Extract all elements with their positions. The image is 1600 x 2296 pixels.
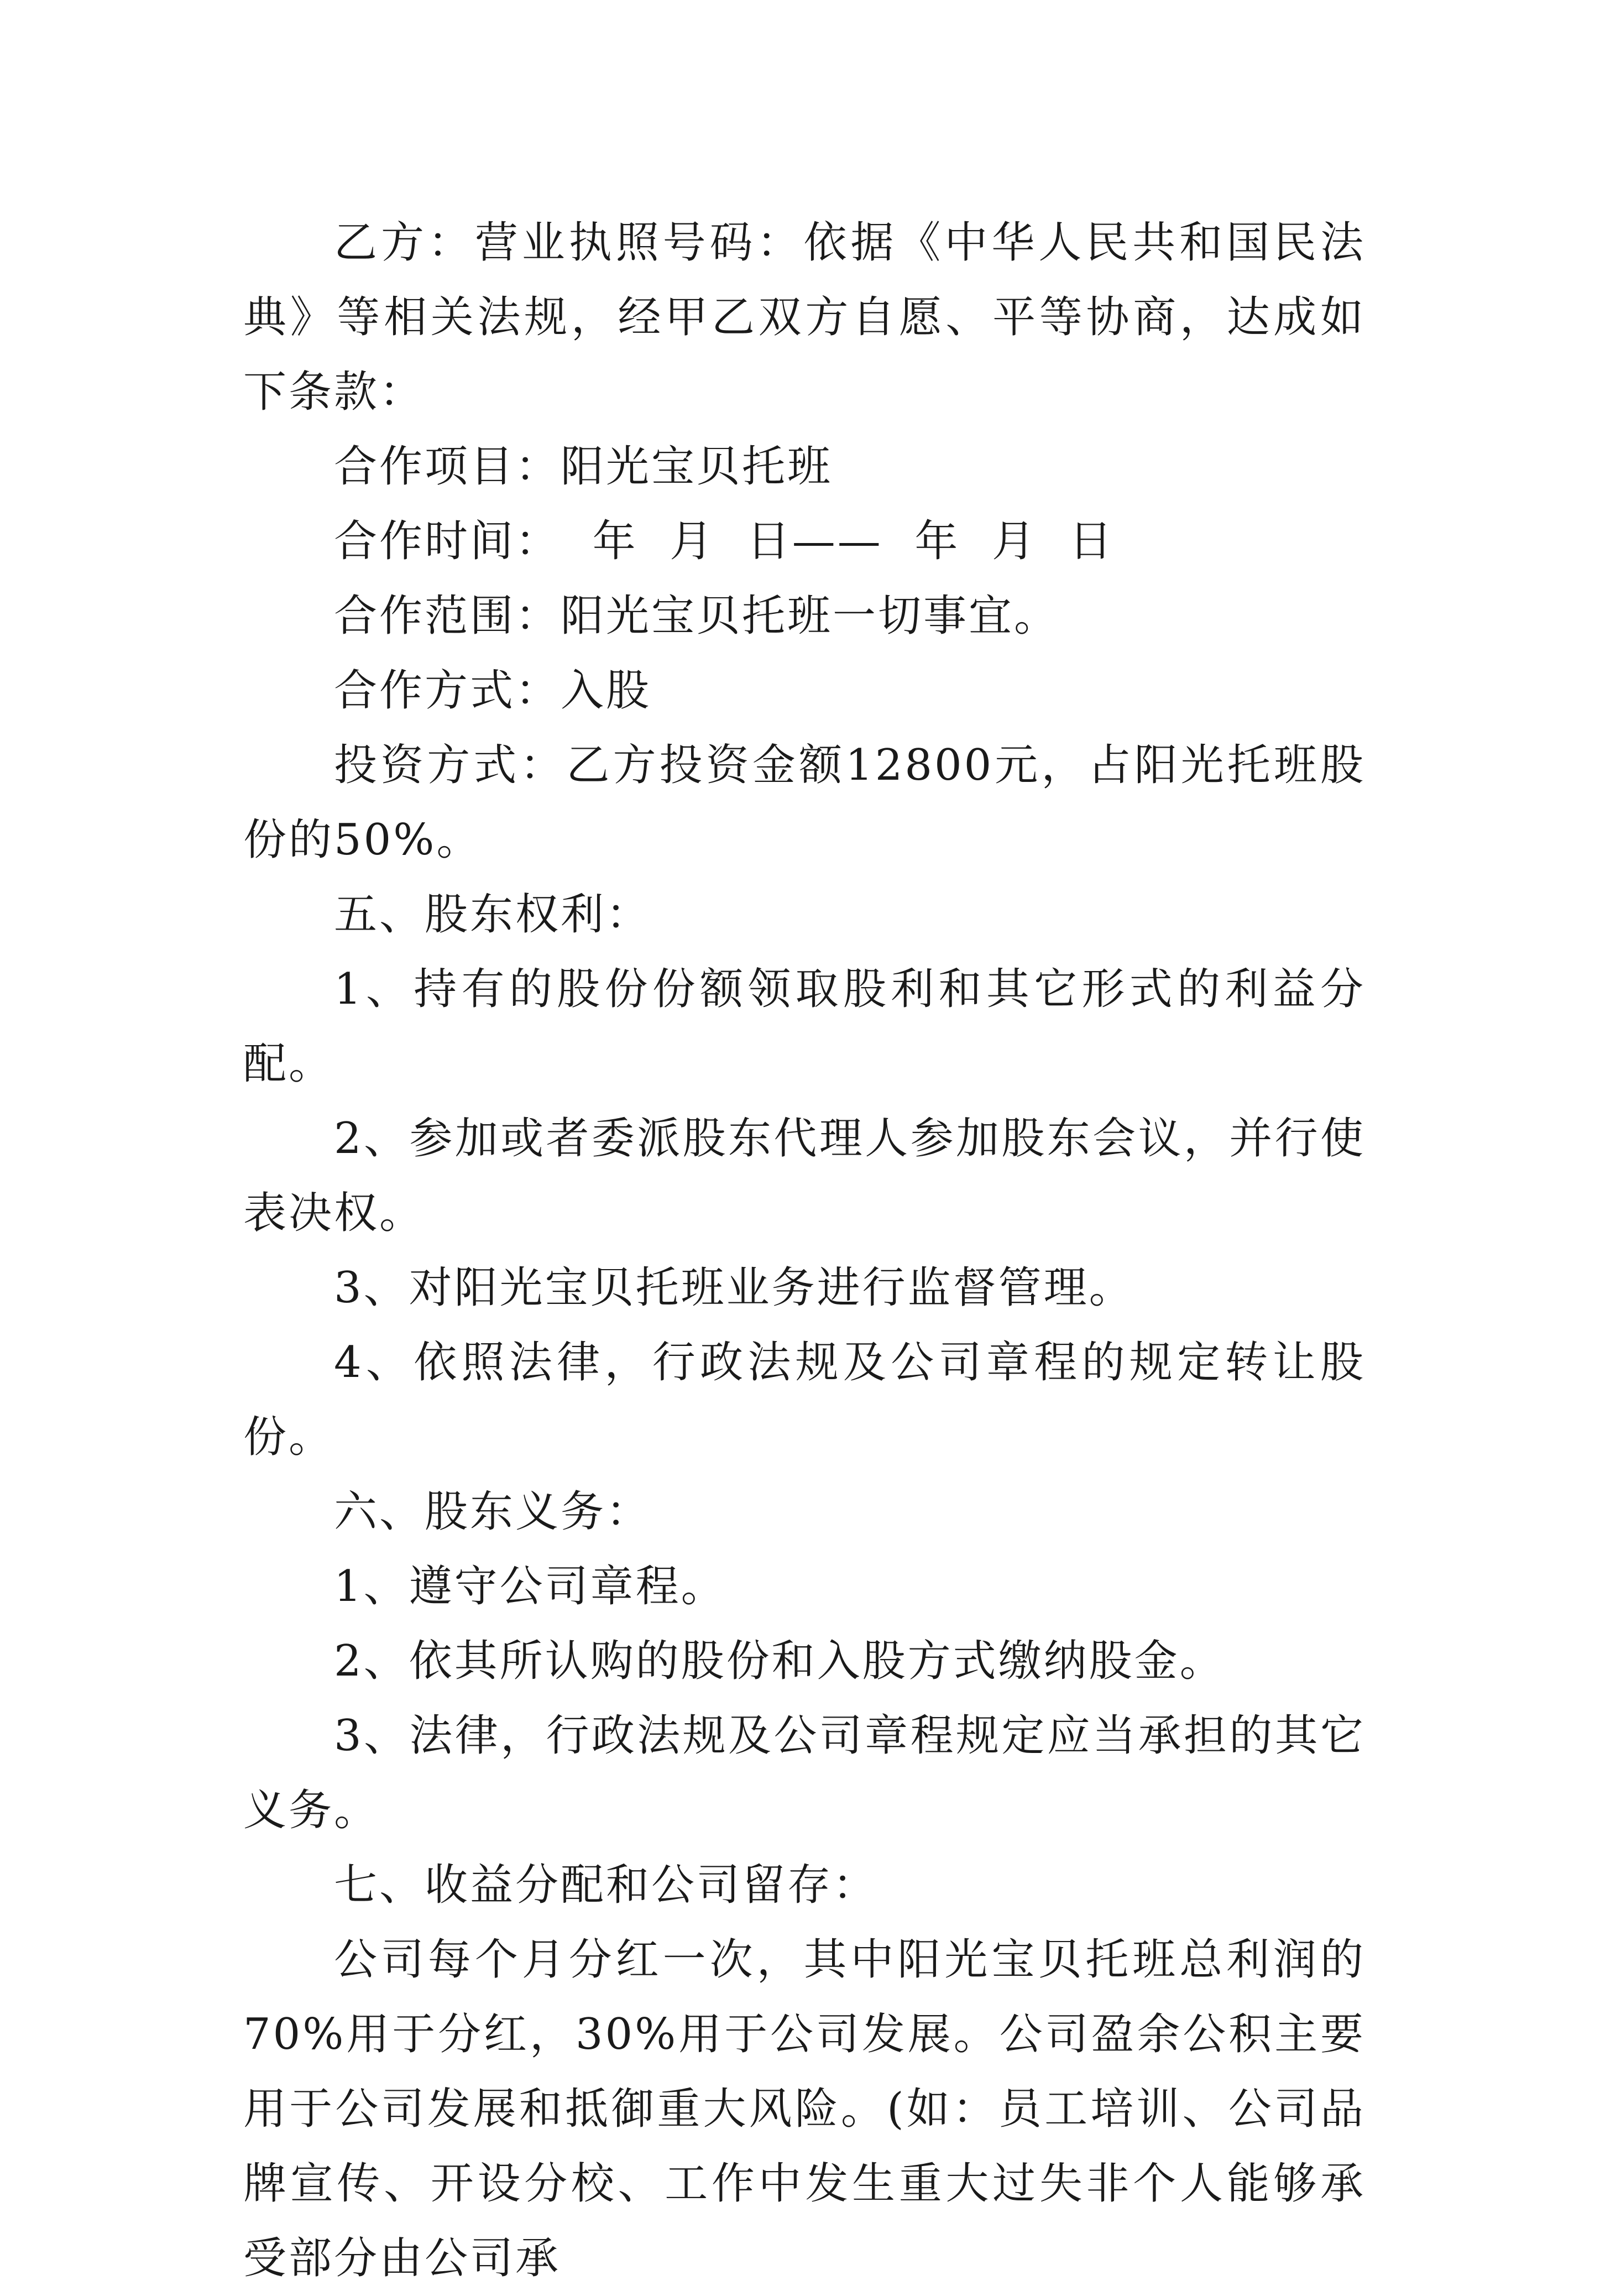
- list-item-obligation-1: 1、遵守公司章程。: [334, 1562, 726, 1611]
- paragraph-cooperation-project: 合作项目：阳光宝贝托班: [334, 442, 833, 492]
- paragraph-cooperation-time: 合作时间： 年 月 日—— 年 月 日: [334, 516, 1115, 566]
- section-heading-shareholder-obligations: 六、股东义务：: [334, 1487, 652, 1537]
- paragraph-profit-distribution: 公司每个月分红一次，其中阳光宝贝托班总利润的70%用于分红，30%用于公司发展。公司盈余公积主要用于公司发展和抵御重大风险。(如：员工培训、公司品牌宣传、开设分校、工作中发生重大过失非个人能够承受部分由公司承: [243, 1935, 1366, 2283]
- list-item-right-1: 1、持有的股份份额领取股利和其它形式的利益分配。: [243, 964, 1366, 1089]
- section-heading-profit-distribution: 七、收益分配和公司留存：: [334, 1860, 879, 1910]
- list-item-right-4: 4、依照法律，行政法规及公司章程的规定转让股份。: [243, 1338, 1366, 1462]
- section-heading-shareholder-rights: 五、股东权利：: [334, 890, 652, 940]
- list-item-obligation-2: 2、依其所认购的股份和入股方式缴纳股金。: [334, 1636, 1225, 1686]
- list-item-obligation-3: 3、法律，行政法规及公司章程规定应当承担的其它义务。: [243, 1711, 1366, 1835]
- paragraph-party-b: 乙方：营业执照号码：依据《中华人民共和国民法典》等相关法规，经甲乙双方自愿、平等协商，达成如下条款：: [243, 218, 1366, 417]
- paragraph-cooperation-scope: 合作范围：阳光宝贝托班一切事宜。: [334, 591, 1060, 641]
- list-item-right-3: 3、对阳光宝贝托班业务进行监督管理。: [334, 1263, 1134, 1313]
- document-body: [243, 206, 1366, 2296]
- paragraph-investment-method: 投资方式：乙方投资金额12800元，占阳光托班股份的50%。: [243, 740, 1366, 865]
- paragraph-cooperation-method: 合作方式：入股: [334, 666, 652, 716]
- list-item-right-2: 2、参加或者委派股东代理人参加股东会议，并行使表决权。: [243, 1114, 1366, 1238]
